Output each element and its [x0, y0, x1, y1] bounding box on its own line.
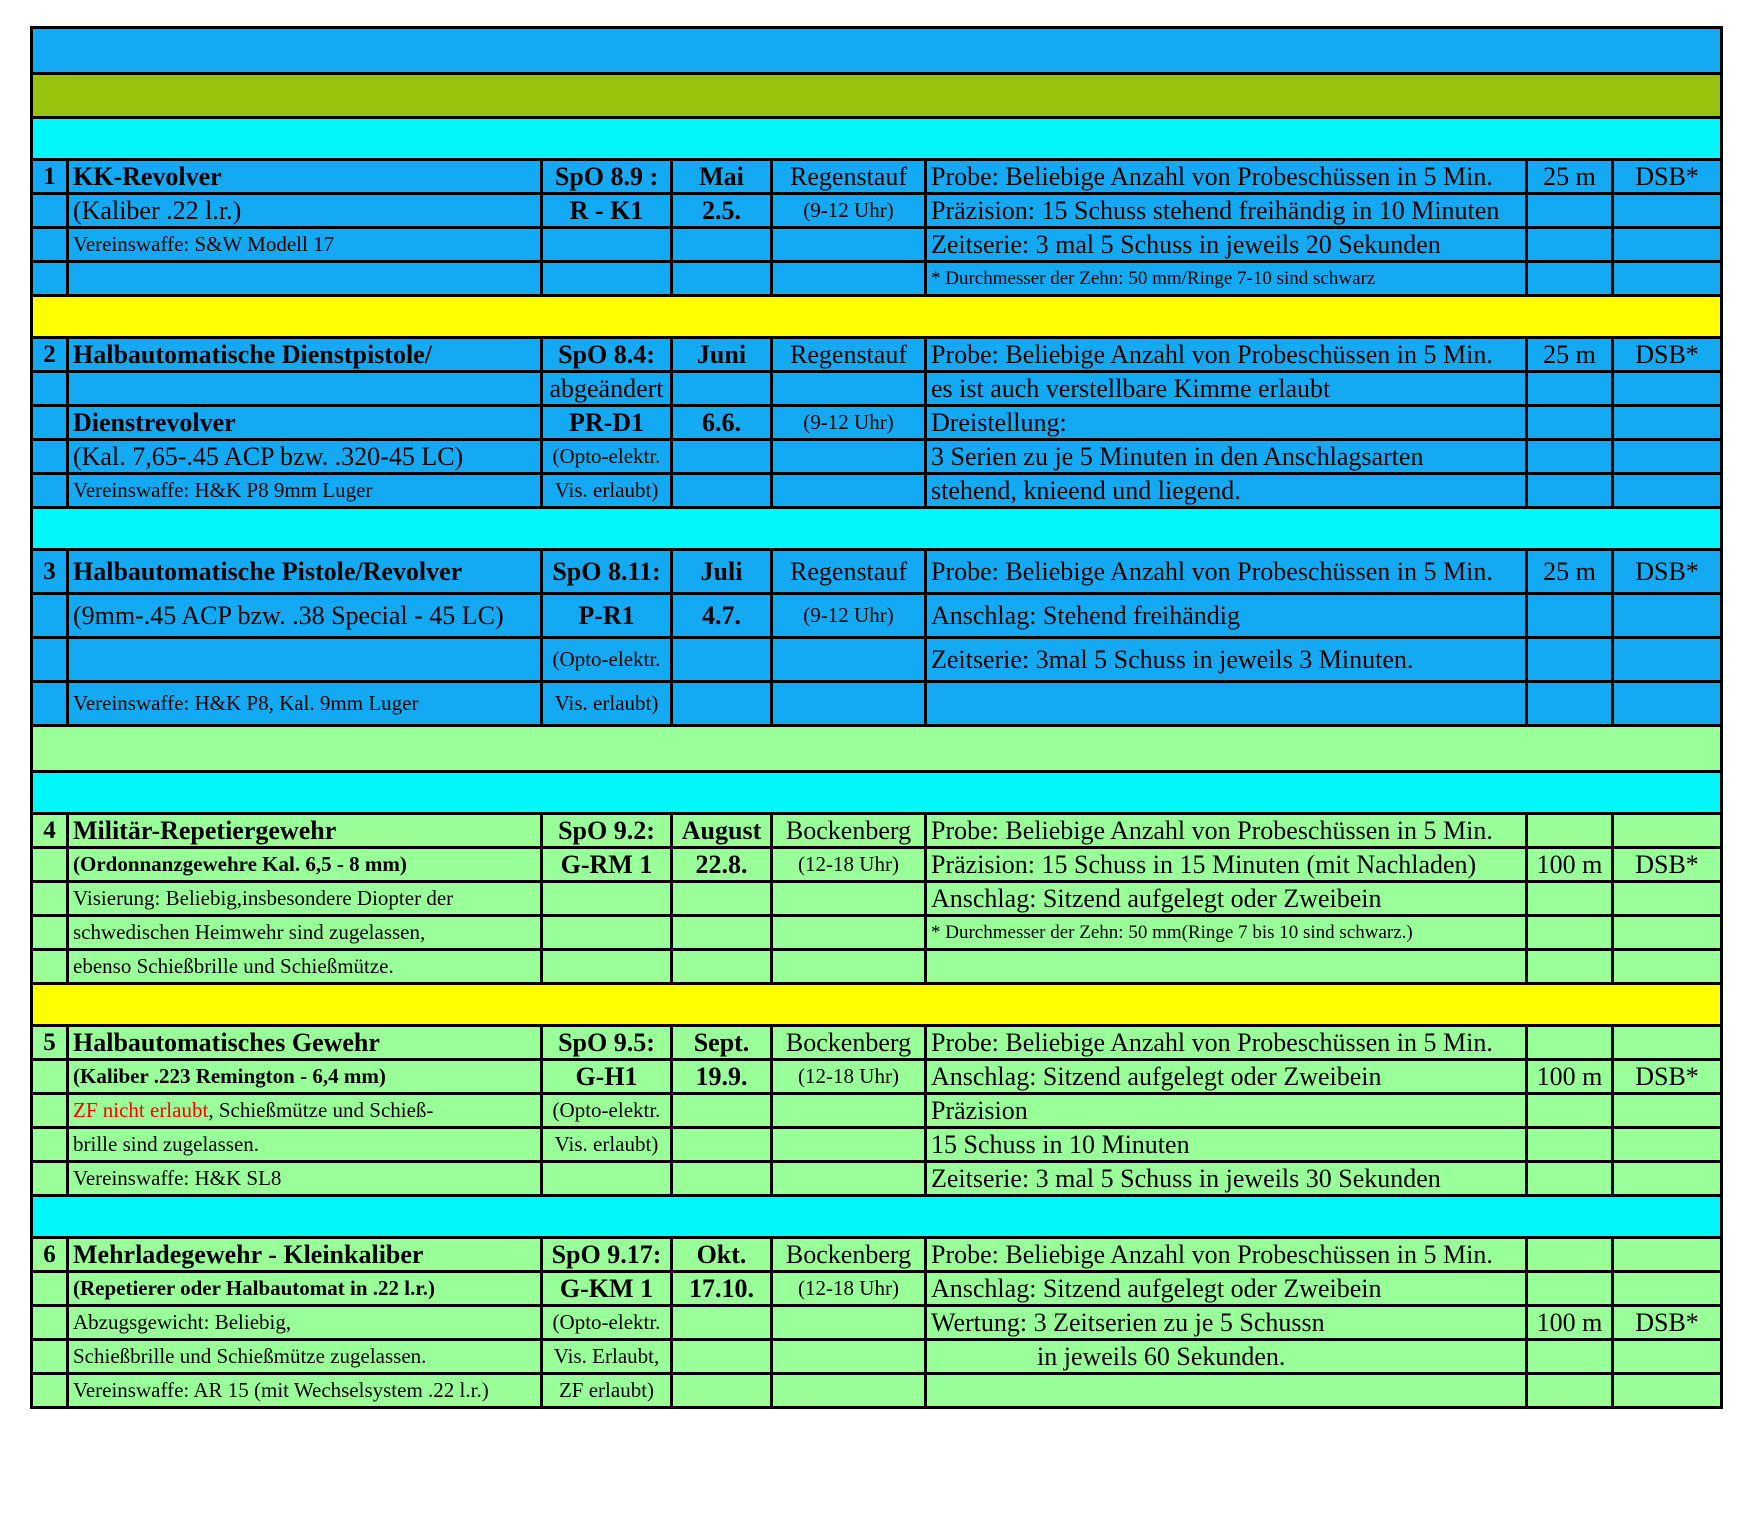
competition-number: 3 — [32, 550, 68, 594]
date-cell: Mai — [672, 160, 772, 194]
rule-code-cell — [542, 1162, 672, 1196]
dsb-cell: DSB* — [1613, 550, 1722, 594]
competition-number — [32, 916, 68, 950]
procedure-cell: Probe: Beliebige Anzahl von Probeschüssen in 5 Min. — [926, 1238, 1527, 1272]
discipline-cell: Vereinswaffe: H&K SL8 — [68, 1162, 542, 1196]
competition-number — [32, 638, 68, 682]
distance-cell — [1527, 814, 1613, 848]
date-cell — [672, 950, 772, 984]
distance-cell — [1527, 1094, 1613, 1128]
vereinsmeisterschaft-header-row — [32, 1196, 1722, 1238]
competition-row — [32, 1060, 1722, 1094]
discipline-cell: Schießbrille und Schießmütze zugelassen. — [68, 1340, 542, 1374]
discipline-cell: (Kaliber .22 l.r.) — [68, 194, 542, 228]
date-cell — [672, 882, 772, 916]
dsb-cell — [1613, 194, 1722, 228]
vereinsmeisterschaft-header-row — [32, 772, 1722, 814]
distance-cell — [1527, 1340, 1613, 1374]
date-cell — [672, 1162, 772, 1196]
rule-code-cell: SpO 8.4: — [542, 338, 672, 372]
rule-code-cell: (Opto-elektr. — [542, 638, 672, 682]
competition-row — [32, 228, 1722, 262]
rule-code-cell: Vis. erlaubt) — [542, 682, 672, 726]
rule-code-cell — [542, 228, 672, 262]
promo-banner — [32, 74, 1722, 118]
promo-banner-row — [32, 74, 1722, 118]
procedure-cell: Anschlag: Stehend freihändig — [926, 594, 1527, 638]
date-cell: Sept. — [672, 1026, 772, 1060]
distance-cell: 25 m — [1527, 160, 1613, 194]
competition-number — [32, 1128, 68, 1162]
competition-row — [32, 440, 1722, 474]
date-cell: 22.8. — [672, 848, 772, 882]
venue-time-cell: (12-18 Uhr) — [772, 848, 926, 882]
venue-time-cell — [772, 1128, 926, 1162]
rule-code-cell: ZF erlaubt) — [542, 1374, 672, 1408]
distance-cell — [1527, 1374, 1613, 1408]
competition-row — [32, 682, 1722, 726]
procedure-cell: Präzision — [926, 1094, 1527, 1128]
dsb-cell: DSB* — [1613, 1306, 1722, 1340]
dsb-cell — [1613, 1238, 1722, 1272]
vereinsmeisterschaft-header-row — [32, 508, 1722, 550]
procedure-cell: Dreistellung: — [926, 406, 1527, 440]
rule-code-cell: abgeändert — [542, 372, 672, 406]
procedure-cell: Probe: Beliebige Anzahl von Probeschüssen in 5 Min. — [926, 1026, 1527, 1060]
vereinsmeisterschaft-header — [32, 1196, 1722, 1238]
dsb-cell — [1613, 1162, 1722, 1196]
rule-code-cell: SpO 9.5: — [542, 1026, 672, 1060]
distance-cell: 100 m — [1527, 1306, 1613, 1340]
discipline-cell: Visierung: Beliebig,insbesondere Diopter der — [68, 882, 542, 916]
competition-number — [32, 1272, 68, 1306]
dsb-cell — [1613, 1272, 1722, 1306]
discipline-cell: (9mm-.45 ACP bzw. .38 Special - 45 LC) — [68, 594, 542, 638]
venue-time-cell — [772, 1162, 926, 1196]
competition-schedule-sheet — [30, 26, 1720, 1409]
distance-cell — [1527, 1162, 1613, 1196]
date-cell — [672, 1128, 772, 1162]
discipline-cell: (Kaliber .223 Remington - 6,4 mm) — [68, 1060, 542, 1094]
venue-time-cell: Regenstauf — [772, 160, 926, 194]
rule-code-cell: G-RM 1 — [542, 848, 672, 882]
competition-number — [32, 594, 68, 638]
date-cell: 6.6. — [672, 406, 772, 440]
procedure-cell: Zeitserie: 3 mal 5 Schuss in jeweils 30 Sekunden — [926, 1162, 1527, 1196]
discipline-cell: (Ordonnanzgewehre Kal. 6,5 - 8 mm) — [68, 848, 542, 882]
title-langwaffen-row — [32, 726, 1722, 772]
date-cell — [672, 682, 772, 726]
competition-number — [32, 1162, 68, 1196]
dsb-cell — [1613, 882, 1722, 916]
venue-time-cell: Regenstauf — [772, 550, 926, 594]
competition-number — [32, 1306, 68, 1340]
distance-cell: 100 m — [1527, 1060, 1613, 1094]
competition-row — [32, 1340, 1722, 1374]
distance-cell: 25 m — [1527, 338, 1613, 372]
venue-time-cell: (12-18 Uhr) — [772, 1272, 926, 1306]
discipline-cell — [68, 638, 542, 682]
venue-time-cell: (9-12 Uhr) — [772, 194, 926, 228]
procedure-cell: Präzision: 15 Schuss stehend freihändig in 10 Minuten — [926, 194, 1527, 228]
discipline-cell: Vereinswaffe: S&W Modell 17 — [68, 228, 542, 262]
distance-cell — [1527, 950, 1613, 984]
competition-number — [32, 372, 68, 406]
procedure-cell: Probe: Beliebige Anzahl von Probeschüssen in 5 Min. — [926, 814, 1527, 848]
title-kurzwaffen — [32, 28, 1722, 74]
competition-row — [32, 194, 1722, 228]
procedure-cell: stehend, knieend und liegend. — [926, 474, 1527, 508]
venue-time-cell — [772, 228, 926, 262]
date-cell — [672, 440, 772, 474]
competition-number — [32, 1340, 68, 1374]
distance-cell — [1527, 1128, 1613, 1162]
date-cell: Juni — [672, 338, 772, 372]
competition-row — [32, 1162, 1722, 1196]
procedure-cell: Anschlag: Sitzend aufgelegt oder Zweibein — [926, 1060, 1527, 1094]
dsb-cell — [1613, 1094, 1722, 1128]
competition-row — [32, 372, 1722, 406]
rule-code-cell: (Opto-elektr. — [542, 1306, 672, 1340]
competition-number — [32, 848, 68, 882]
competition-number — [32, 262, 68, 296]
rule-code-cell — [542, 882, 672, 916]
procedure-cell: Zeitserie: 3mal 5 Schuss in jeweils 3 Minuten. — [926, 638, 1527, 682]
distance-cell — [1527, 372, 1613, 406]
venue-time-cell — [772, 440, 926, 474]
rule-code-cell — [542, 950, 672, 984]
date-cell: 2.5. — [672, 194, 772, 228]
venue-time-cell — [772, 1374, 926, 1408]
competition-number: 6 — [32, 1238, 68, 1272]
rule-code-cell: PR-D1 — [542, 406, 672, 440]
discipline-cell: Vereinswaffe: AR 15 (mit Wechselsystem .22 l.r.) — [68, 1374, 542, 1408]
dsb-cell — [1613, 1128, 1722, 1162]
vereinsmeisterschaft-header — [32, 772, 1722, 814]
venue-time-cell: (9-12 Uhr) — [772, 594, 926, 638]
competition-row — [32, 1238, 1722, 1272]
text-part: ZF nicht erlaubt — [73, 1098, 209, 1122]
venue-time-cell — [772, 474, 926, 508]
dsb-cell: DSB* — [1613, 338, 1722, 372]
competition-row — [32, 1128, 1722, 1162]
date-cell — [672, 372, 772, 406]
distance-cell — [1527, 406, 1613, 440]
kreismeisterschaft-header-row — [32, 984, 1722, 1026]
date-cell: Juli — [672, 550, 772, 594]
competition-number — [32, 228, 68, 262]
rule-code-cell: SpO 8.9 : — [542, 160, 672, 194]
dsb-cell — [1613, 814, 1722, 848]
kreismeisterschaft-header-row — [32, 296, 1722, 338]
dsb-cell — [1613, 262, 1722, 296]
competition-number: 4 — [32, 814, 68, 848]
date-cell — [672, 228, 772, 262]
competition-row — [32, 1374, 1722, 1408]
text-part: , Schießmütze und Schieß- — [208, 1098, 434, 1122]
distance-cell — [1527, 194, 1613, 228]
rule-code-cell: (Opto-elektr. — [542, 440, 672, 474]
procedure-cell: 3 Serien zu je 5 Minuten in den Anschlagsarten — [926, 440, 1527, 474]
competition-row — [32, 594, 1722, 638]
dsb-cell — [1613, 682, 1722, 726]
discipline-cell: Mehrladegewehr - Kleinkaliber — [68, 1238, 542, 1272]
competition-number — [32, 474, 68, 508]
rule-code-cell: (Opto-elektr. — [542, 1094, 672, 1128]
competition-number — [32, 950, 68, 984]
procedure-cell: Zeitserie: 3 mal 5 Schuss in jeweils 20 Sekunden — [926, 228, 1527, 262]
venue-time-cell: (9-12 Uhr) — [772, 406, 926, 440]
rule-code-cell: G-KM 1 — [542, 1272, 672, 1306]
competition-row — [32, 550, 1722, 594]
competition-row — [32, 1272, 1722, 1306]
venue-time-cell — [772, 882, 926, 916]
procedure-cell — [926, 682, 1527, 726]
venue-time-cell — [772, 1094, 926, 1128]
distance-cell — [1527, 228, 1613, 262]
date-cell — [672, 916, 772, 950]
distance-cell: 25 m — [1527, 550, 1613, 594]
competition-number: 5 — [32, 1026, 68, 1060]
competition-row — [32, 338, 1722, 372]
discipline-cell: Halbautomatisches Gewehr — [68, 1026, 542, 1060]
competition-number — [32, 406, 68, 440]
distance-cell — [1527, 440, 1613, 474]
discipline-cell — [68, 262, 542, 296]
dsb-cell — [1613, 916, 1722, 950]
competition-row — [32, 160, 1722, 194]
competition-number — [32, 194, 68, 228]
vereinsmeisterschaft-header — [32, 508, 1722, 550]
discipline-cell: KK-Revolver — [68, 160, 542, 194]
competition-row — [32, 474, 1722, 508]
procedure-cell: in jeweils 60 Sekunden. — [926, 1340, 1527, 1374]
competition-row — [32, 406, 1722, 440]
competition-number — [32, 682, 68, 726]
procedure-cell: * Durchmesser der Zehn: 50 mm/Ringe 7-10 sind schwarz — [926, 262, 1527, 296]
competition-number — [32, 1060, 68, 1094]
date-cell — [672, 262, 772, 296]
procedure-cell: Wertung: 3 Zeitserien zu je 5 Schussn — [926, 1306, 1527, 1340]
procedure-cell: * Durchmesser der Zehn: 50 mm(Ringe 7 bis 10 sind schwarz.) — [926, 916, 1527, 950]
rule-code-cell: G-H1 — [542, 1060, 672, 1094]
discipline-cell: Vereinswaffe: H&K P8, Kal. 9mm Luger — [68, 682, 542, 726]
venue-time-cell: (12-18 Uhr) — [772, 1060, 926, 1094]
title-langwaffen — [32, 726, 1722, 772]
competition-row — [32, 882, 1722, 916]
distance-cell: 100 m — [1527, 848, 1613, 882]
competition-row — [32, 1026, 1722, 1060]
rule-code-cell: SpO 8.11: — [542, 550, 672, 594]
rule-code-cell: P-R1 — [542, 594, 672, 638]
venue-time-cell — [772, 372, 926, 406]
procedure-cell: es ist auch verstellbare Kimme erlaubt — [926, 372, 1527, 406]
kreismeisterschaft-header — [32, 296, 1722, 338]
date-cell — [672, 1340, 772, 1374]
competition-number — [32, 1374, 68, 1408]
date-cell: Okt. — [672, 1238, 772, 1272]
discipline-cell: Abzugsgewicht: Beliebig, — [68, 1306, 542, 1340]
distance-cell — [1527, 1272, 1613, 1306]
procedure-cell — [926, 1374, 1527, 1408]
procedure-cell — [926, 950, 1527, 984]
dsb-cell — [1613, 1026, 1722, 1060]
rule-code-cell: Vis. erlaubt) — [542, 1128, 672, 1162]
kreismeisterschaft-header — [32, 984, 1722, 1026]
date-cell — [672, 1306, 772, 1340]
date-cell: August — [672, 814, 772, 848]
venue-time-cell — [772, 916, 926, 950]
dsb-cell — [1613, 474, 1722, 508]
distance-cell — [1527, 474, 1613, 508]
dsb-cell — [1613, 1374, 1722, 1408]
dsb-cell — [1613, 638, 1722, 682]
competition-number: 1 — [32, 160, 68, 194]
discipline-cell: (Repetierer oder Halbautomat in .22 l.r.) — [68, 1272, 542, 1306]
competition-row — [32, 1094, 1722, 1128]
date-cell: 4.7. — [672, 594, 772, 638]
dsb-cell: DSB* — [1613, 848, 1722, 882]
dsb-cell — [1613, 228, 1722, 262]
discipline-cell — [68, 372, 542, 406]
date-cell — [672, 474, 772, 508]
competition-row — [32, 814, 1722, 848]
rule-code-cell: Vis. Erlaubt, — [542, 1340, 672, 1374]
competition-row — [32, 848, 1722, 882]
distance-cell — [1527, 916, 1613, 950]
discipline-cell: schwedischen Heimwehr sind zugelassen, — [68, 916, 542, 950]
venue-time-cell — [772, 682, 926, 726]
discipline-cell: Dienstrevolver — [68, 406, 542, 440]
dsb-cell — [1613, 372, 1722, 406]
procedure-cell: Probe: Beliebige Anzahl von Probeschüssen in 5 Min. — [926, 338, 1527, 372]
venue-time-cell — [772, 1306, 926, 1340]
competition-row — [32, 1306, 1722, 1340]
procedure-cell: Probe: Beliebige Anzahl von Probeschüssen in 5 Min. — [926, 550, 1527, 594]
distance-cell — [1527, 882, 1613, 916]
dsb-cell: DSB* — [1613, 160, 1722, 194]
discipline-cell: Vereinswaffe: H&K P8 9mm Luger — [68, 474, 542, 508]
rule-code-cell: SpO 9.17: — [542, 1238, 672, 1272]
dsb-cell — [1613, 1340, 1722, 1374]
distance-cell — [1527, 638, 1613, 682]
discipline-cell: Halbautomatische Dienstpistole/ — [68, 338, 542, 372]
rule-code-cell: Vis. erlaubt) — [542, 474, 672, 508]
rule-code-cell — [542, 262, 672, 296]
competition-row — [32, 262, 1722, 296]
venue-time-cell — [772, 638, 926, 682]
vereinsmeisterschaft-header-row — [32, 118, 1722, 160]
schedule-table — [30, 26, 1723, 1409]
distance-cell — [1527, 1026, 1613, 1060]
discipline-cell: Militär-Repetiergewehr — [68, 814, 542, 848]
discipline-cell: ebenso Schießbrille und Schießmütze. — [68, 950, 542, 984]
venue-time-cell: Bockenberg — [772, 814, 926, 848]
competition-number — [32, 882, 68, 916]
competition-number — [32, 440, 68, 474]
rule-code-cell — [542, 916, 672, 950]
distance-cell — [1527, 594, 1613, 638]
venue-time-cell: Bockenberg — [772, 1026, 926, 1060]
date-cell — [672, 638, 772, 682]
competition-row — [32, 638, 1722, 682]
venue-time-cell — [772, 262, 926, 296]
procedure-cell: 15 Schuss in 10 Minuten — [926, 1128, 1527, 1162]
date-cell: 19.9. — [672, 1060, 772, 1094]
competition-number — [32, 1094, 68, 1128]
competition-row — [32, 950, 1722, 984]
procedure-cell: Probe: Beliebige Anzahl von Probeschüssen in 5 Min. — [926, 160, 1527, 194]
vereinsmeisterschaft-header — [32, 118, 1722, 160]
venue-time-cell — [772, 1340, 926, 1374]
date-cell — [672, 1374, 772, 1408]
procedure-cell: Anschlag: Sitzend aufgelegt oder Zweibein — [926, 1272, 1527, 1306]
procedure-cell: Präzision: 15 Schuss in 15 Minuten (mit Nachladen) — [926, 848, 1527, 882]
dsb-cell — [1613, 440, 1722, 474]
date-cell: 17.10. — [672, 1272, 772, 1306]
distance-cell — [1527, 262, 1613, 296]
venue-time-cell: Regenstauf — [772, 338, 926, 372]
date-cell — [672, 1094, 772, 1128]
procedure-cell: Anschlag: Sitzend aufgelegt oder Zweibein — [926, 882, 1527, 916]
competition-number: 2 — [32, 338, 68, 372]
rule-code-cell: R - K1 — [542, 194, 672, 228]
discipline-cell: brille sind zugelassen. — [68, 1128, 542, 1162]
title-kurzwaffen-row — [32, 28, 1722, 74]
discipline-cell — [68, 1094, 542, 1128]
dsb-cell — [1613, 594, 1722, 638]
dsb-cell — [1613, 406, 1722, 440]
distance-cell — [1527, 1238, 1613, 1272]
discipline-cell: (Kal. 7,65-.45 ACP bzw. .320-45 LC) — [68, 440, 542, 474]
dsb-cell: DSB* — [1613, 1060, 1722, 1094]
distance-cell — [1527, 682, 1613, 726]
rule-code-cell: SpO 9.2: — [542, 814, 672, 848]
competition-row — [32, 916, 1722, 950]
discipline-cell: Halbautomatische Pistole/Revolver — [68, 550, 542, 594]
venue-time-cell: Bockenberg — [772, 1238, 926, 1272]
venue-time-cell — [772, 950, 926, 984]
dsb-cell — [1613, 950, 1722, 984]
